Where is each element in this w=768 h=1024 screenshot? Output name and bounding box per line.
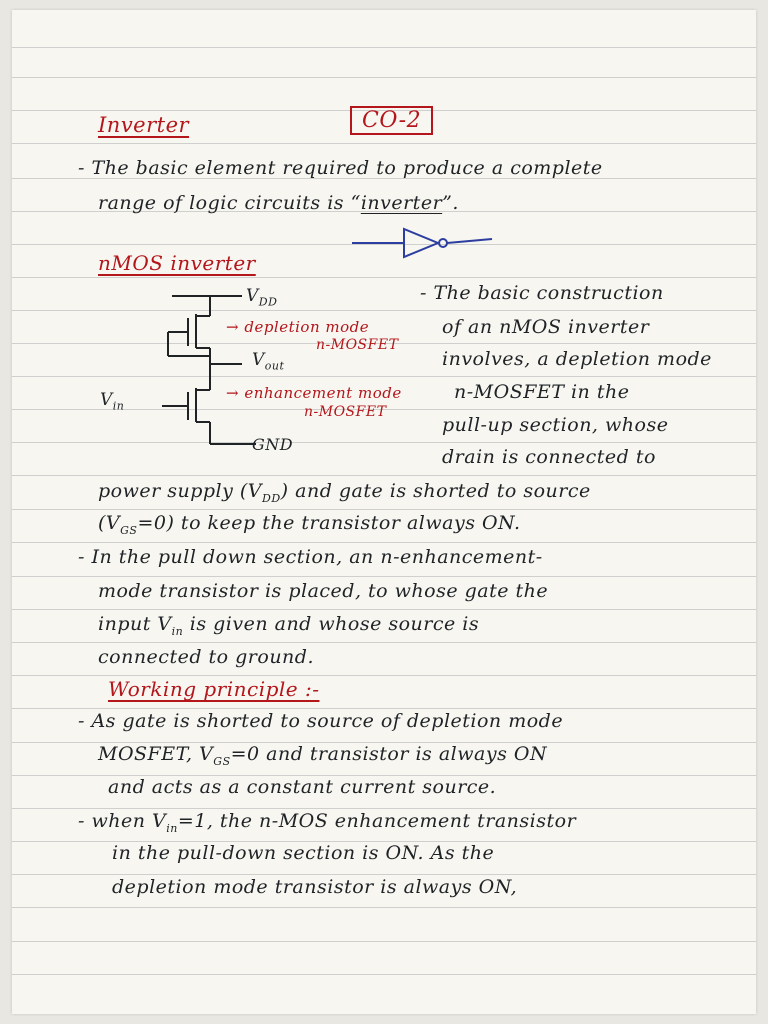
- para-1-line-2: [98, 512, 521, 537]
- label-gnd: GND: [252, 435, 294, 454]
- para-2-line-2: mode transistor is placed, to whose gate the: [98, 580, 549, 602]
- ruled-line: [12, 376, 756, 377]
- w4-pre: - when V: [78, 810, 167, 832]
- vout-sub: out: [264, 359, 285, 373]
- para-2-line-1: - In the pull down section, an n-enhancement-: [78, 546, 543, 568]
- ruled-line: [12, 874, 756, 875]
- label-depletion-nmosfet: n-MOSFET: [316, 337, 399, 353]
- vin-sub: in: [112, 399, 125, 413]
- para-2-line-3: [98, 613, 479, 638]
- label-enhancement-mode: → enhancement mode: [226, 384, 402, 402]
- ruled-line: [12, 143, 756, 144]
- vdd-sub: DD: [258, 295, 278, 309]
- p1b-sub: GS: [120, 523, 138, 537]
- ruled-line: [12, 642, 756, 643]
- working-line-6: depletion mode transistor is always ON,: [112, 876, 518, 898]
- line-2-post: ”.: [442, 192, 459, 214]
- ruled-line: [12, 576, 756, 577]
- ruled-line: [12, 475, 756, 476]
- working-line-3: and acts as a constant current source.: [108, 776, 497, 798]
- co-tag: CO-2: [350, 106, 433, 135]
- ruled-line: [12, 941, 756, 942]
- ruled-line: [12, 708, 756, 709]
- ruled-line: [12, 808, 756, 809]
- line-2: [98, 192, 459, 214]
- p1a-pre: power supply (V: [98, 480, 263, 502]
- side-line-2: of an nMOS inverter: [442, 316, 650, 338]
- w2-post: =0 and transistor is always ON: [230, 743, 548, 765]
- label-depletion-mode: → depletion mode: [226, 318, 370, 336]
- working-line-2: [98, 743, 547, 768]
- ruled-line: [12, 907, 756, 908]
- working-line-4: [78, 810, 576, 835]
- w4-post: =1, the n-MOS enhancement transistor: [177, 810, 577, 832]
- w2-sub: GS: [213, 754, 231, 768]
- label-vout: [252, 350, 284, 372]
- heading-working-principle: Working principle :-: [108, 677, 320, 701]
- working-line-1: - As gate is shorted to source of depletion mode: [78, 710, 564, 732]
- para-2-line-4: connected to ground.: [98, 646, 314, 668]
- label-vin: [100, 390, 124, 412]
- vin-main: V: [100, 390, 113, 410]
- nmos-inverter-circuit: [152, 288, 262, 458]
- para-1-line-1: [98, 480, 591, 505]
- side-line-1: - The basic construction: [420, 282, 664, 304]
- p1a-sub: DD: [262, 491, 281, 505]
- side-line-4: n-MOSFET in the: [454, 381, 630, 403]
- notebook-page: [12, 10, 756, 1014]
- p1a-post: ) and gate is shorted to source: [280, 480, 591, 502]
- ruled-line: [12, 609, 756, 610]
- line-2-pre: range of logic circuits is “: [98, 192, 361, 214]
- heading-inverter: Inverter: [98, 113, 190, 137]
- vdd-main: V: [246, 286, 259, 306]
- side-line-5: pull-up section, whose: [442, 414, 669, 436]
- ruled-line: [12, 442, 756, 443]
- ruled-line: [12, 277, 756, 278]
- ruled-line: [12, 310, 756, 311]
- label-vdd: [246, 286, 277, 308]
- line-1: - The basic element required to produce a complete: [78, 157, 603, 179]
- label-enhancement-nmosfet: n-MOSFET: [304, 404, 387, 420]
- heading-nmos-inverter: nMOS inverter: [98, 251, 256, 275]
- ruled-line: [12, 47, 756, 48]
- vout-main: V: [252, 350, 265, 370]
- p2c-pre: input V: [98, 613, 172, 635]
- inverter-symbol-icon: [352, 223, 502, 263]
- w2-pre: MOSFET, V: [98, 743, 214, 765]
- side-line-3: involves, a depletion mode: [442, 348, 712, 370]
- ruled-line: [12, 77, 756, 78]
- w4-sub: in: [166, 821, 178, 835]
- line-2-word: inverter: [360, 192, 443, 214]
- p1b-post: =0) to keep the transistor always ON.: [137, 512, 521, 534]
- p1b-pre: (V: [98, 512, 121, 534]
- side-line-6: drain is connected to: [442, 446, 656, 468]
- ruled-line: [12, 974, 756, 975]
- p2c-post: is given and whose source is: [183, 613, 480, 635]
- p2c-sub: in: [171, 624, 184, 638]
- ruled-line: [12, 509, 756, 510]
- ruled-line: [12, 675, 756, 676]
- ruled-line: [12, 542, 756, 543]
- working-line-5: in the pull-down section is ON. As the: [112, 842, 495, 864]
